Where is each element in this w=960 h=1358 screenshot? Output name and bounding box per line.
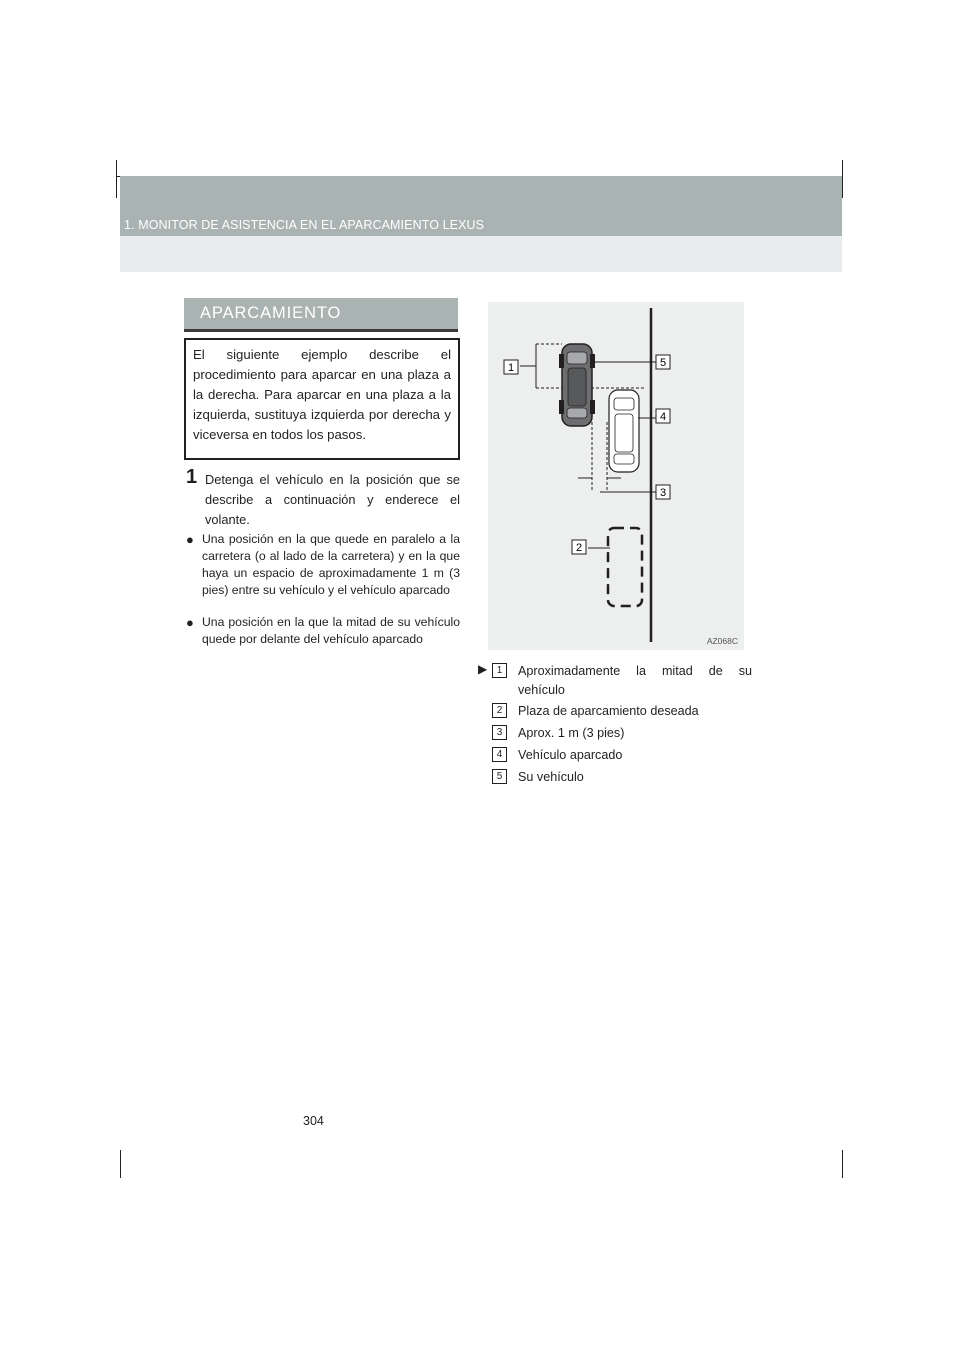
legend-text: Su vehículo [518, 770, 584, 784]
legend-text: Aprox. 1 m (3 pies) [518, 726, 625, 740]
legend-text: Plaza de aparcamiento deseada [518, 704, 699, 718]
step-text: Detenga el vehículo en la posición que se describe a continuación y enderece el volante. [205, 472, 460, 527]
bullet-icon: ● [186, 615, 194, 630]
arrow-right-icon: ▶ [478, 662, 488, 676]
legend-number: 3 [492, 725, 507, 740]
crop-mark [842, 1150, 843, 1178]
bullet-icon: ● [186, 532, 194, 547]
parking-diagram [488, 302, 744, 650]
svg-text:2: 2 [575, 542, 583, 554]
legend-number: 5 [492, 769, 507, 784]
page-number: 304 [303, 1114, 324, 1128]
legend-number: 2 [492, 703, 507, 718]
parking-figure [488, 302, 744, 650]
bullet-text: Una posición en la que la mitad de su vehículo quede por delante del vehículo aparcado [202, 615, 460, 646]
bullet-item [186, 614, 460, 648]
svg-text:5: 5 [659, 357, 667, 369]
intro-box: El siguiente ejemplo describe el procedimiento para aparcar en una plaza a la derecha. Para aparcar en una plaza a la izquierda, sustituya izquierda por derecha y viceversa en todos los pasos. [184, 338, 460, 460]
your-vehicle [559, 344, 595, 426]
callout-5 [656, 355, 670, 369]
box-title-bar [184, 298, 458, 332]
step-1 [186, 466, 460, 530]
step-number: 1 [186, 466, 198, 488]
section-title: 1. MONITOR DE ASISTENCIA EN EL APARCAMIENTO LEXUS [124, 218, 485, 232]
crop-mark [116, 160, 117, 198]
svg-text:3: 3 [659, 487, 667, 499]
bullet-item [186, 531, 460, 599]
box-title: APARCAMIENTO [200, 304, 342, 322]
legend-number: 4 [492, 747, 507, 762]
crop-mark [120, 1150, 121, 1178]
callout-3 [656, 485, 670, 499]
svg-text:1: 1 [507, 362, 515, 374]
legend-text: Aproximadamente la mitad de su vehículo [518, 664, 752, 697]
target-parking-spot [608, 528, 642, 606]
callout-1 [504, 360, 518, 374]
legend-text: Vehículo aparcado [518, 748, 623, 762]
bullet-text: Una posición en la que quede en paralelo a la carretera (o al lado de la carretera) y en la que haya un espacio de aproximadamente 1 m (3 pies) entre su vehículo y el vehículo aparcado [202, 532, 460, 597]
callout-4 [656, 409, 670, 423]
figure-code: AZ068C [706, 636, 738, 646]
callout-2 [572, 540, 586, 554]
svg-text:4: 4 [659, 411, 667, 423]
legend-number: 1 [492, 663, 507, 678]
parked-vehicle [609, 390, 639, 472]
crop-mark [842, 160, 843, 198]
header-sub-band [120, 236, 842, 272]
